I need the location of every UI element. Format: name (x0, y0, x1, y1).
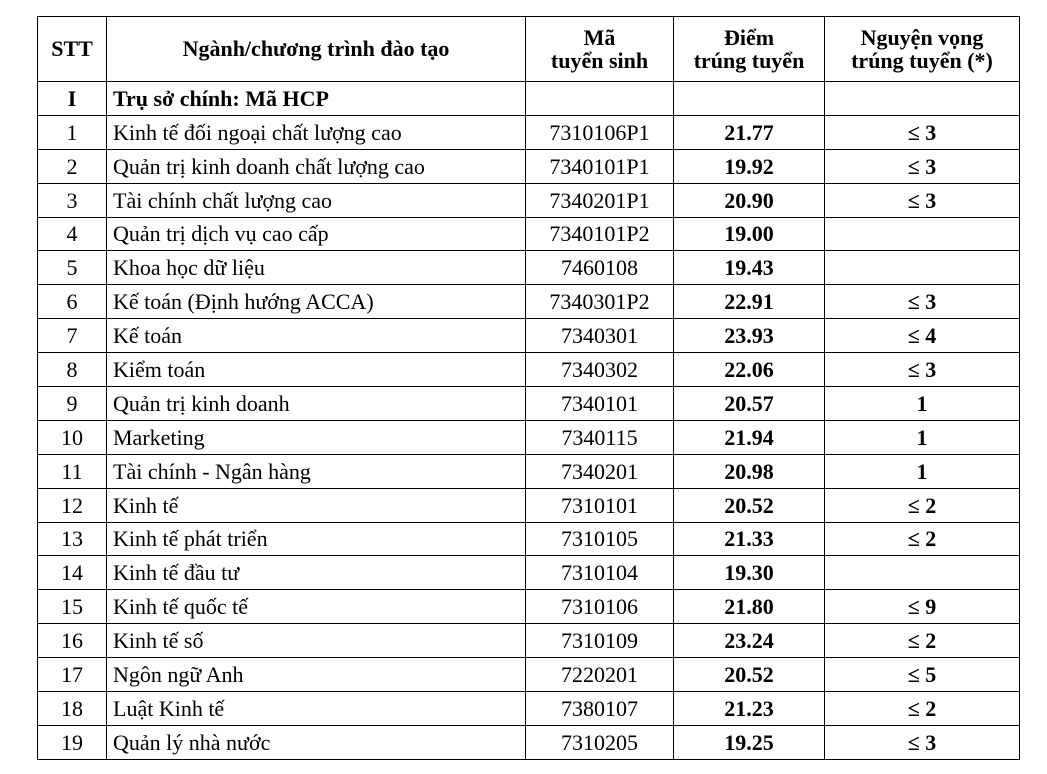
row-program-name: Quản lý nhà nước (107, 725, 526, 759)
row-program-name: Kiểm toán (107, 353, 526, 387)
row-program-name: Quản trị dịch vụ cao cấp (107, 217, 526, 251)
row-score: 20.90 (674, 183, 825, 217)
table-row (38, 420, 1020, 454)
row-score: 19.00 (674, 217, 825, 251)
table-row (38, 217, 1020, 251)
header-program: Ngành/chương trình đào tạo (107, 17, 526, 82)
row-score: 21.94 (674, 420, 825, 454)
row-admission-code: 7460108 (526, 251, 674, 285)
row-program-name: Marketing (107, 420, 526, 454)
header-code: Mã tuyển sinh (526, 17, 674, 82)
row-stt: 13 (38, 522, 107, 556)
row-wish: ≤ 4 (825, 319, 1020, 353)
row-admission-code: 7310101 (526, 488, 674, 522)
row-stt: 1 (38, 115, 107, 149)
row-stt: 2 (38, 149, 107, 183)
row-score: 22.91 (674, 285, 825, 319)
row-admission-code: 7340301P2 (526, 285, 674, 319)
table-row (38, 115, 1020, 149)
row-program-name: Quản trị kinh doanh (107, 387, 526, 421)
row-wish: ≤ 3 (825, 183, 1020, 217)
row-program-name: Ngôn ngữ Anh (107, 658, 526, 692)
row-stt: 9 (38, 387, 107, 421)
row-wish: ≤ 2 (825, 522, 1020, 556)
row-stt: 15 (38, 590, 107, 624)
admission-scores-table (37, 16, 1020, 760)
table-row (38, 251, 1020, 285)
section-title: Trụ sở chính: Mã HCP (107, 82, 526, 116)
row-score: 21.77 (674, 115, 825, 149)
row-program-name: Tài chính - Ngân hàng (107, 454, 526, 488)
row-wish: ≤ 9 (825, 590, 1020, 624)
row-stt: 4 (38, 217, 107, 251)
row-score: 19.92 (674, 149, 825, 183)
table-row (38, 454, 1020, 488)
row-admission-code: 7340101P1 (526, 149, 674, 183)
section-empty-code (526, 82, 674, 116)
row-admission-code: 7340302 (526, 353, 674, 387)
row-wish: ≤ 3 (825, 353, 1020, 387)
row-admission-code: 7310109 (526, 624, 674, 658)
row-program-name: Khoa học dữ liệu (107, 251, 526, 285)
row-wish: 1 (825, 454, 1020, 488)
row-program-name: Kinh tế đối ngoại chất lượng cao (107, 115, 526, 149)
row-score: 23.93 (674, 319, 825, 353)
row-admission-code: 7340101 (526, 387, 674, 421)
row-stt: 14 (38, 556, 107, 590)
row-wish: 1 (825, 387, 1020, 421)
row-admission-code: 7340201P1 (526, 183, 674, 217)
row-admission-code: 7310106 (526, 590, 674, 624)
row-wish: 1 (825, 420, 1020, 454)
row-program-name: Kinh tế phát triển (107, 522, 526, 556)
row-score: 20.52 (674, 658, 825, 692)
row-program-name: Kinh tế đầu tư (107, 556, 526, 590)
row-program-name: Luật Kinh tế (107, 692, 526, 726)
table-row (38, 590, 1020, 624)
row-stt: 10 (38, 420, 107, 454)
row-stt: 6 (38, 285, 107, 319)
row-admission-code: 7340301 (526, 319, 674, 353)
row-score: 21.33 (674, 522, 825, 556)
table-row (38, 725, 1020, 759)
row-wish: ≤ 3 (825, 115, 1020, 149)
table-row (38, 353, 1020, 387)
row-stt: 11 (38, 454, 107, 488)
row-score: 20.98 (674, 454, 825, 488)
row-score: 21.80 (674, 590, 825, 624)
row-wish (825, 251, 1020, 285)
table-row (38, 692, 1020, 726)
row-wish: ≤ 3 (825, 285, 1020, 319)
row-stt: 7 (38, 319, 107, 353)
table-row (38, 149, 1020, 183)
row-wish: ≤ 3 (825, 149, 1020, 183)
header-score: Điểm trúng tuyển (674, 17, 825, 82)
row-score: 19.30 (674, 556, 825, 590)
row-wish: ≤ 2 (825, 692, 1020, 726)
row-admission-code: 7340115 (526, 420, 674, 454)
row-score: 22.06 (674, 353, 825, 387)
row-stt: 5 (38, 251, 107, 285)
row-admission-code: 7340201 (526, 454, 674, 488)
table-row (38, 624, 1020, 658)
row-wish: ≤ 2 (825, 488, 1020, 522)
row-stt: 3 (38, 183, 107, 217)
row-program-name: Tài chính chất lượng cao (107, 183, 526, 217)
row-admission-code: 7310104 (526, 556, 674, 590)
row-stt: 8 (38, 353, 107, 387)
row-wish: ≤ 3 (825, 725, 1020, 759)
header-wish: Nguyện vọng trúng tuyển (*) (825, 17, 1020, 82)
row-score: 19.25 (674, 725, 825, 759)
row-stt: 16 (38, 624, 107, 658)
row-admission-code: 7380107 (526, 692, 674, 726)
row-wish: ≤ 2 (825, 624, 1020, 658)
table-row (38, 522, 1020, 556)
table-row (38, 658, 1020, 692)
row-wish (825, 556, 1020, 590)
row-score: 19.43 (674, 251, 825, 285)
row-admission-code: 7340101P2 (526, 217, 674, 251)
table-row (38, 183, 1020, 217)
table-header-row (38, 17, 1020, 82)
row-admission-code: 7220201 (526, 658, 674, 692)
row-score: 21.23 (674, 692, 825, 726)
table-row (38, 488, 1020, 522)
row-score: 23.24 (674, 624, 825, 658)
row-program-name: Kinh tế (107, 488, 526, 522)
row-stt: 12 (38, 488, 107, 522)
row-wish (825, 217, 1020, 251)
row-program-name: Kế toán (107, 319, 526, 353)
section-stt: I (38, 82, 107, 116)
row-stt: 17 (38, 658, 107, 692)
row-admission-code: 7310205 (526, 725, 674, 759)
row-program-name: Quản trị kinh doanh chất lượng cao (107, 149, 526, 183)
table-row (38, 285, 1020, 319)
section-empty-score (674, 82, 825, 116)
row-wish: ≤ 5 (825, 658, 1020, 692)
cropped-text-remnant (0, 0, 1047, 14)
row-stt: 19 (38, 725, 107, 759)
section-empty-wish (825, 82, 1020, 116)
row-program-name: Kế toán (Định hướng ACCA) (107, 285, 526, 319)
row-score: 20.52 (674, 488, 825, 522)
row-program-name: Kinh tế quốc tế (107, 590, 526, 624)
header-stt: STT (38, 17, 107, 82)
row-program-name: Kinh tế số (107, 624, 526, 658)
section-row (38, 82, 1020, 116)
row-stt: 18 (38, 692, 107, 726)
row-admission-code: 7310105 (526, 522, 674, 556)
row-score: 20.57 (674, 387, 825, 421)
row-admission-code: 7310106P1 (526, 115, 674, 149)
table-row (38, 387, 1020, 421)
table-row (38, 556, 1020, 590)
table-row (38, 319, 1020, 353)
